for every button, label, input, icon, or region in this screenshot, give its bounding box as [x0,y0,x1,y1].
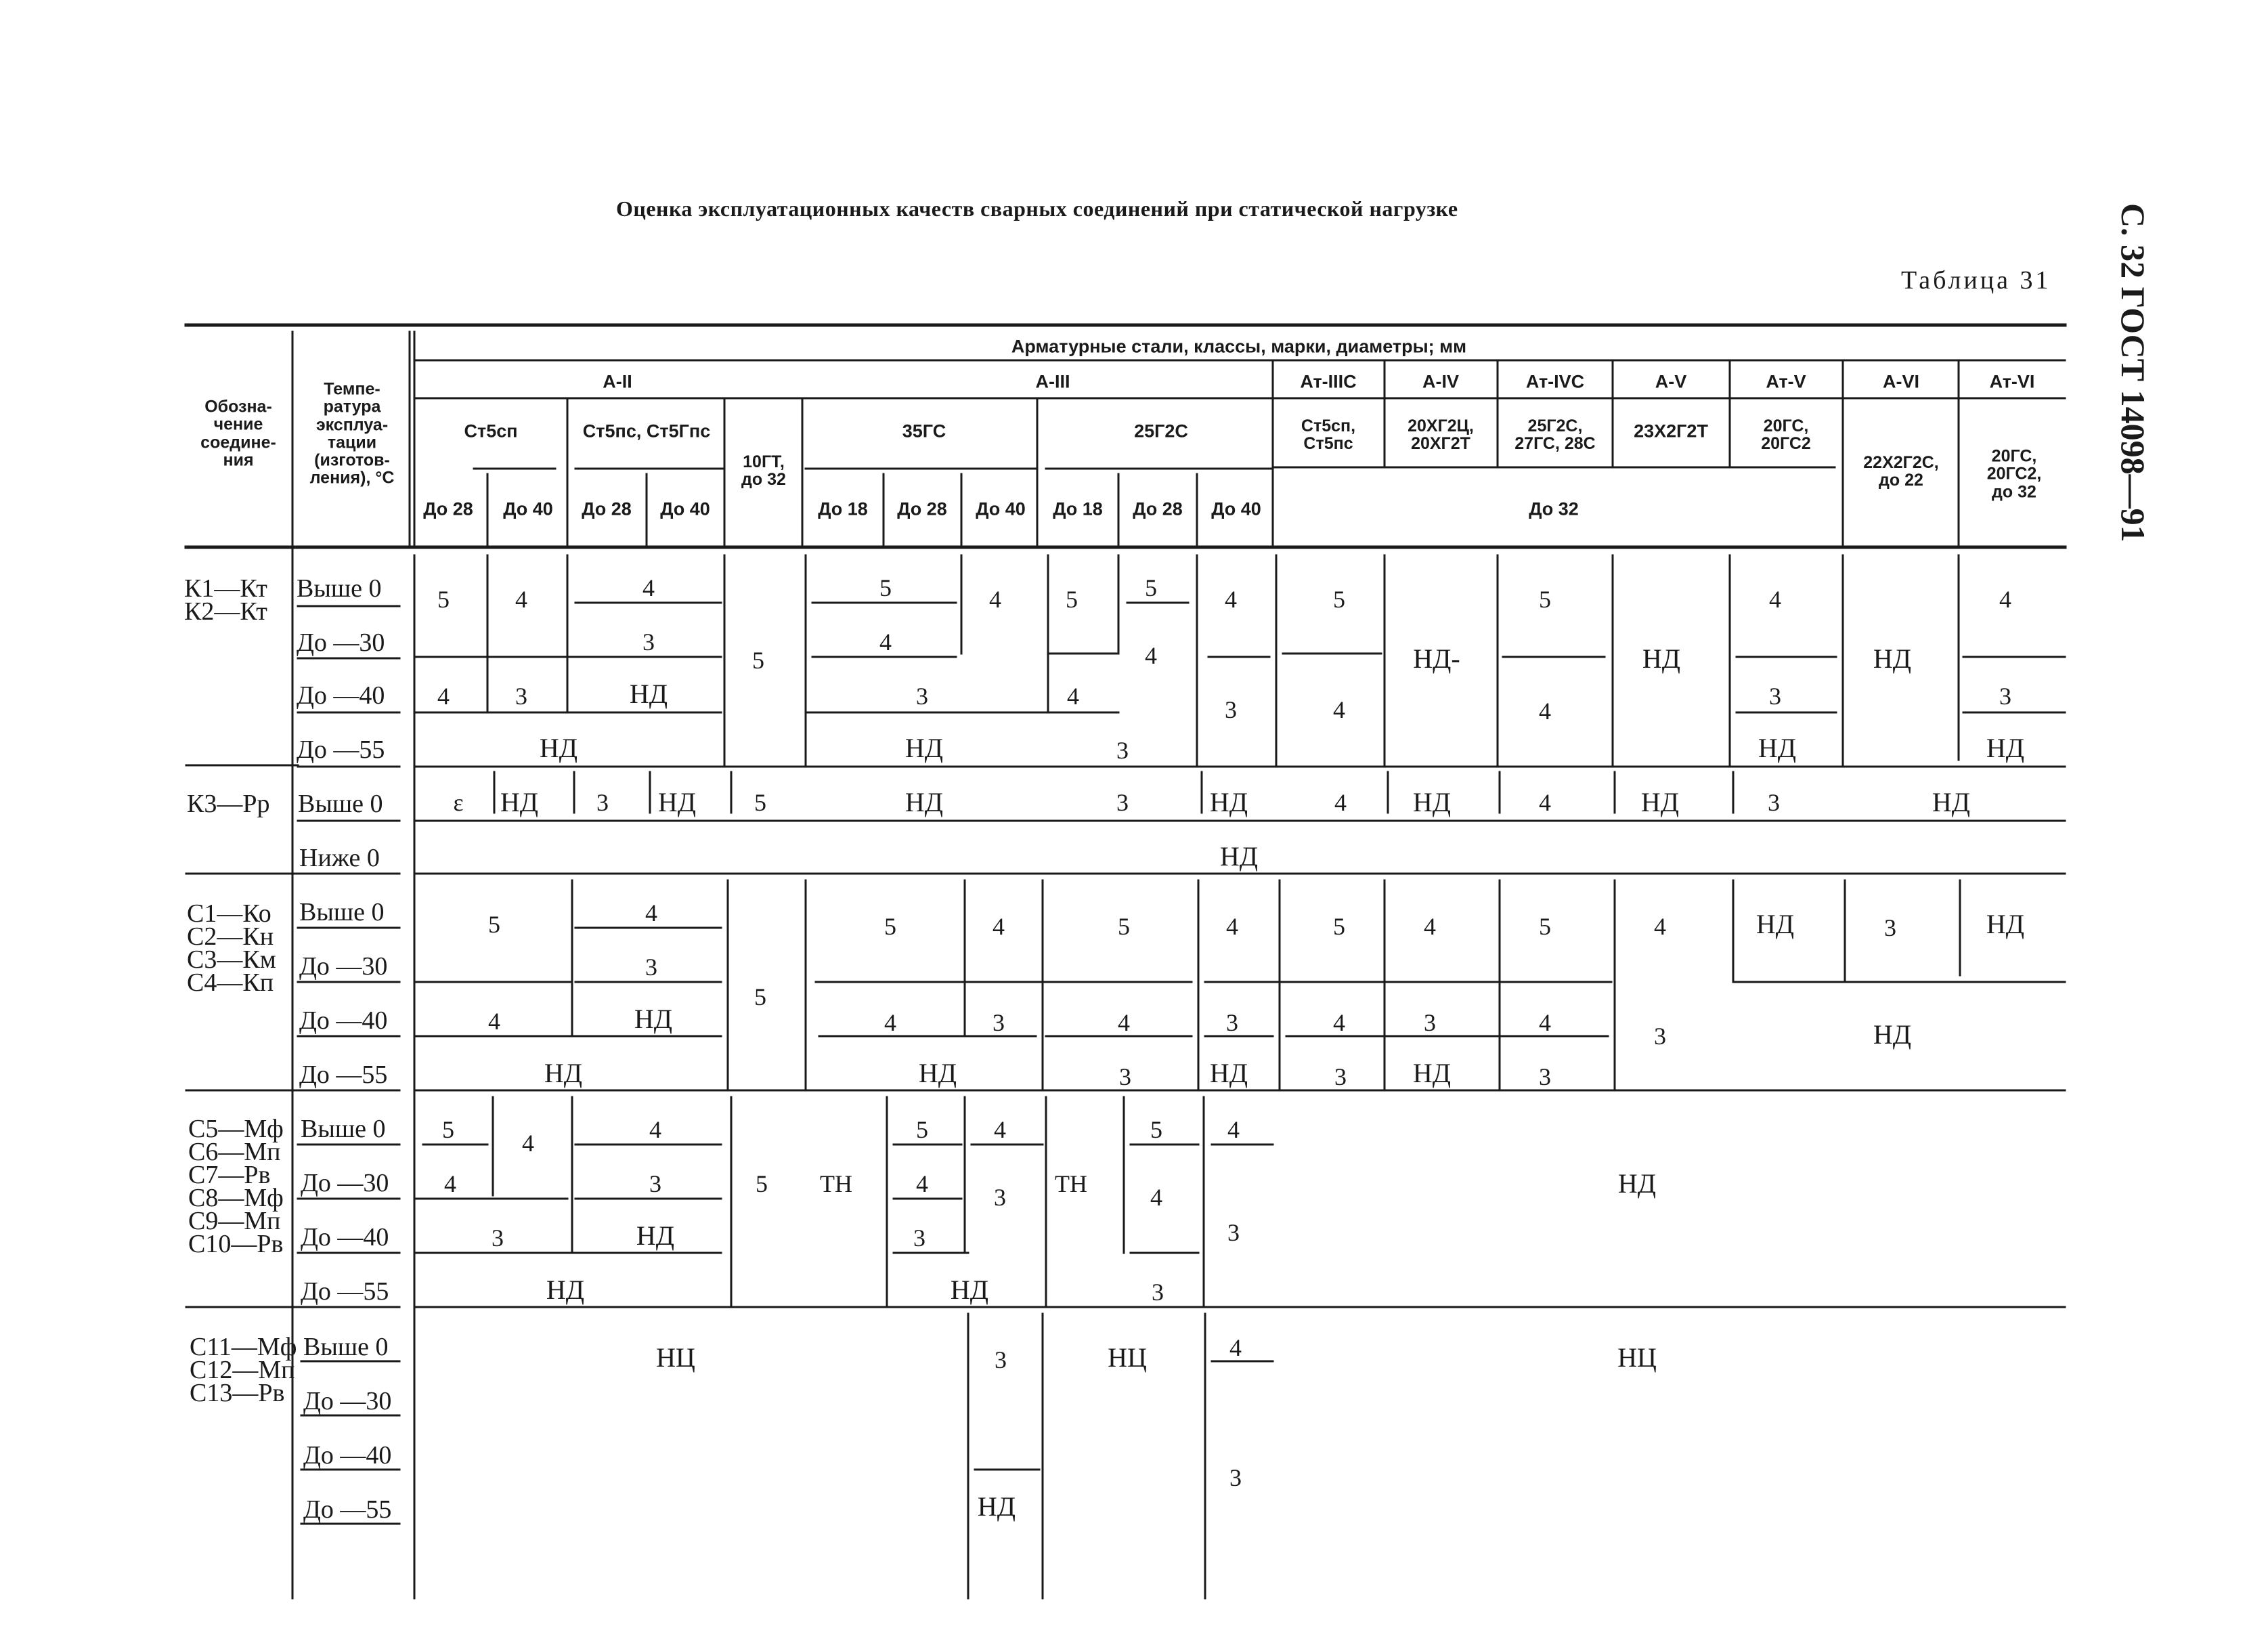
joint-label: С5—Мф [188,1115,284,1143]
cell-mark: 4 [1654,913,1666,940]
cell-mark: НД [1986,909,2025,939]
cell-mark: НД [500,787,539,817]
temp-label: Ниже 0 [299,844,380,872]
joint-label: С8—Мф [188,1184,284,1212]
cell-mark: 5 [916,1116,928,1143]
cell-mark: 3 [492,1224,504,1252]
cell-mark: 4 [488,1008,500,1035]
temp-label: До —40 [301,1223,389,1252]
cell-mark: НД [636,1220,675,1251]
cell-mark: НД- [1413,643,1460,674]
diam: До 28 [1133,498,1183,519]
temp-label: До —55 [301,1277,389,1306]
temp-label: До —40 [299,1006,388,1035]
joint-label: С2—Кн [187,922,274,951]
cell-mark: 3 [1768,789,1780,816]
cell-mark: 4 [1539,698,1551,725]
grade-20hg2c: 20ХГ2Ц, 20ХГ2Т [1408,416,1474,453]
joint-label: К1—Кт [184,574,267,603]
diam: До 40 [660,498,710,519]
class-a3: А-III [1035,371,1070,392]
cell-mark: 3 [1116,789,1129,816]
temp-label: До —30 [301,1169,389,1197]
diam: До 40 [976,498,1026,519]
joint-label: С9—Мп [188,1207,281,1235]
cell-mark: 4 [1539,1009,1551,1036]
cell-mark: 3 [1769,683,1781,710]
cell-mark: 4 [515,586,527,613]
temp-label: До —55 [299,1061,388,1089]
cell-mark: 4 [1539,789,1551,816]
cell-mark: 3 [1999,683,2011,710]
cell-mark: НД [1873,1019,1912,1050]
cell-mark: 4 [1333,696,1345,723]
cell-mark: 4 [1145,642,1157,669]
cell-mark: ТН [820,1170,852,1197]
joint-label: С4—Кп [187,968,274,997]
cell-mark: 4 [645,899,657,926]
class-at3c: Ат-IIIС [1300,371,1357,392]
cell-mark: 5 [1066,586,1078,613]
cell-mark: 3 [1119,1063,1131,1090]
diam: До 18 [1053,498,1103,519]
joint-label: К2—Кт [184,597,267,626]
grade-st5-at3c: Ст5сп, Ст5пс [1301,416,1356,453]
cell-mark: НД [904,787,944,817]
cell-mark: 3 [596,789,609,816]
cell-mark: 3 [1654,1023,1666,1050]
joint-label: К3—Рр [187,790,270,818]
cell-mark: 5 [1333,913,1345,940]
cell-mark: 5 [754,983,766,1010]
joint-label: С1—Ко [187,899,271,928]
cell-mark: 3 [995,1346,1007,1373]
header-steels: Арматурные стали, классы, марки, диаметры; мм [1011,336,1467,357]
cell-mark: НД [1932,787,1971,817]
temp-label: Выше 0 [303,1333,389,1361]
cell-mark: 3 [649,1170,661,1197]
cell-mark: 5 [1145,574,1157,601]
grade-10gt: 10ГТ, до 32 [741,452,786,489]
class-a6: А-VI [1883,371,1919,392]
grade-st5ps: Ст5пс, Ст5Гпс [582,421,711,442]
cell-mark: 3 [1334,1063,1347,1090]
table-label: Таблица 31 [1901,266,2051,295]
cell-mark: НД [1412,1058,1452,1088]
cell-mark: 4 [522,1130,534,1157]
temp-label: Выше 0 [297,574,382,603]
temp-label: Выше 0 [299,898,385,926]
cell-mark: 4 [879,628,892,656]
cell-mark: НД [977,1491,1016,1522]
grade-25g2s-27gs: 25Г2С, 27ГС, 28С [1514,416,1596,453]
cell-mark: 5 [754,789,766,816]
cell-mark: ε [453,789,464,816]
diam: До 40 [503,498,553,519]
cell-mark: 4 [1225,586,1237,613]
cell-mark: 4 [1067,683,1079,710]
cell-mark: 4 [1118,1009,1130,1036]
cell-mark: 3 [993,1009,1005,1036]
cell-mark: 3 [1229,1464,1242,1491]
cell-mark: НД [1640,787,1680,817]
temp-label: До —55 [297,735,385,764]
cell-mark: 5 [1333,586,1345,613]
cell-mark: 3 [916,683,928,710]
diam: До 18 [818,498,868,519]
cell-mark: НЦ [656,1342,695,1373]
diam: До 28 [423,498,473,519]
temp-label: Выше 0 [301,1115,386,1143]
cell-mark: 4 [1999,586,2011,613]
cell-mark: 5 [756,1170,768,1197]
grade-25g2s: 25Г2С [1134,421,1188,442]
grade-20gs: 20ГС, 20ГС2 [1761,416,1811,453]
class-a4: А-IV [1422,371,1459,392]
diam-do32: До 32 [1529,498,1579,519]
cell-mark: 3 [515,683,527,710]
cell-mark: НД [1209,787,1248,817]
cell-mark: НД [918,1058,957,1088]
temp-label: До —40 [303,1441,392,1470]
diam: До 40 [1211,498,1261,519]
cell-mark: 4 [1229,1334,1242,1361]
cell-mark: НД [544,1058,583,1088]
cell-mark: 5 [488,911,500,938]
cell-mark: НЦ [1617,1342,1657,1373]
cell-mark: 4 [444,1170,456,1197]
joint-label: С7—Рв [188,1161,271,1189]
class-at5: Ат-V [1766,371,1806,392]
cell-mark: 4 [1769,586,1781,613]
cell-mark: 4 [884,1009,896,1036]
cell-mark: НЦ [1108,1342,1147,1373]
cell-mark: ТН [1055,1170,1087,1197]
cell-mark: НД [904,733,944,763]
cell-mark: 4 [1333,1009,1345,1036]
cell-mark: 5 [442,1116,454,1143]
cell-mark: НД [634,1004,673,1034]
cell-mark: НД [546,1275,585,1305]
cell-mark: НД [1209,1058,1248,1088]
joint-label: С10—Рв [188,1230,284,1258]
cell-mark: 4 [1226,913,1238,940]
grade-20gs-at6: 20ГС, 20ГС2, до 32 [1986,446,2042,502]
cell-mark: 4 [994,1116,1006,1143]
grade-22h2g2s: 22Х2Г2С, до 22 [1863,452,1939,490]
cell-mark: НД [1219,841,1259,872]
joint-label: С11—Мф [190,1333,297,1361]
cell-mark: 4 [1334,789,1347,816]
cell-mark: НД [1642,643,1681,674]
cell-mark: 4 [993,913,1005,940]
cell-mark: 5 [879,574,892,601]
cell-mark: НД [950,1275,989,1305]
cell-mark: 3 [642,628,655,656]
cell-mark: 3 [1884,914,1896,941]
joint-label: С12—Мп [190,1356,295,1384]
joint-label: С6—Мп [188,1138,281,1166]
cell-mark: 5 [1118,913,1130,940]
temp-label: До —30 [297,628,385,657]
cell-mark: 5 [437,586,450,613]
cell-mark: 4 [1424,913,1436,940]
joint-label: С3—Км [187,945,276,974]
cell-mark: 4 [916,1170,928,1197]
class-at6: Ат-VI [1989,371,2035,392]
cell-mark: 4 [989,586,1001,613]
temp-label: Выше 0 [298,790,383,818]
joint-label: С13—Рв [190,1379,285,1407]
cell-mark: 5 [752,647,764,674]
header-joint: Обозна- чение соедине- ния [200,397,276,470]
cell-mark: 4 [437,683,450,710]
cell-mark: 4 [1150,1184,1162,1211]
cell-mark: 5 [1539,586,1551,613]
cell-mark: 4 [642,574,655,601]
diam: До 28 [897,498,947,519]
cell-mark: 3 [1424,1009,1436,1036]
cell-mark: 3 [1116,737,1129,764]
cell-mark: 3 [1539,1063,1551,1090]
grade-23h2g2t: 23Х2Г2Т [1634,421,1708,442]
cell-mark: 3 [1225,696,1237,723]
cell-mark: 3 [1226,1009,1238,1036]
cell-mark: 5 [884,913,896,940]
grade-st5sp: Ст5сп [464,421,518,442]
header-temperature: Темпе- ратура эксплуа- тации (изготов- ления), °С [309,379,395,488]
cell-mark: НД [1758,733,1797,763]
page-title: Оценка эксплуатационных качеств сварных соединений при статической нагрузке [616,196,1458,221]
cell-mark: 4 [649,1116,661,1143]
cell-mark: 4 [1227,1116,1240,1143]
cell-mark: НД [539,733,578,763]
cell-mark: НД [657,787,697,817]
cell-mark: 3 [1152,1279,1164,1306]
cell-mark: НД [1873,643,1912,674]
cell-mark: НД [629,679,668,709]
cell-mark: 3 [994,1184,1006,1211]
class-a5: А-V [1655,371,1687,392]
cell-mark: 5 [1539,913,1551,940]
diam: До 28 [582,498,632,519]
cell-mark: НД [1617,1168,1657,1199]
class-a2: А-II [603,371,632,392]
temp-label: До —30 [299,952,388,981]
class-at4c: Ат-IVС [1525,371,1585,392]
grade-35gs: 35ГС [902,421,946,442]
cell-mark: 3 [645,954,657,981]
cell-mark: НД [1755,909,1795,939]
cell-mark: НД [1412,787,1452,817]
cell-mark: 5 [1150,1116,1162,1143]
cell-mark: 3 [1227,1219,1240,1246]
temp-label: До —30 [303,1387,392,1415]
temp-label: До —55 [303,1495,392,1524]
cell-mark: 3 [913,1224,925,1252]
cell-mark: НД [1986,733,2025,763]
temp-label: До —40 [297,681,385,710]
side-header: С. 32 ГОСТ 14098—91 [2114,203,2152,542]
